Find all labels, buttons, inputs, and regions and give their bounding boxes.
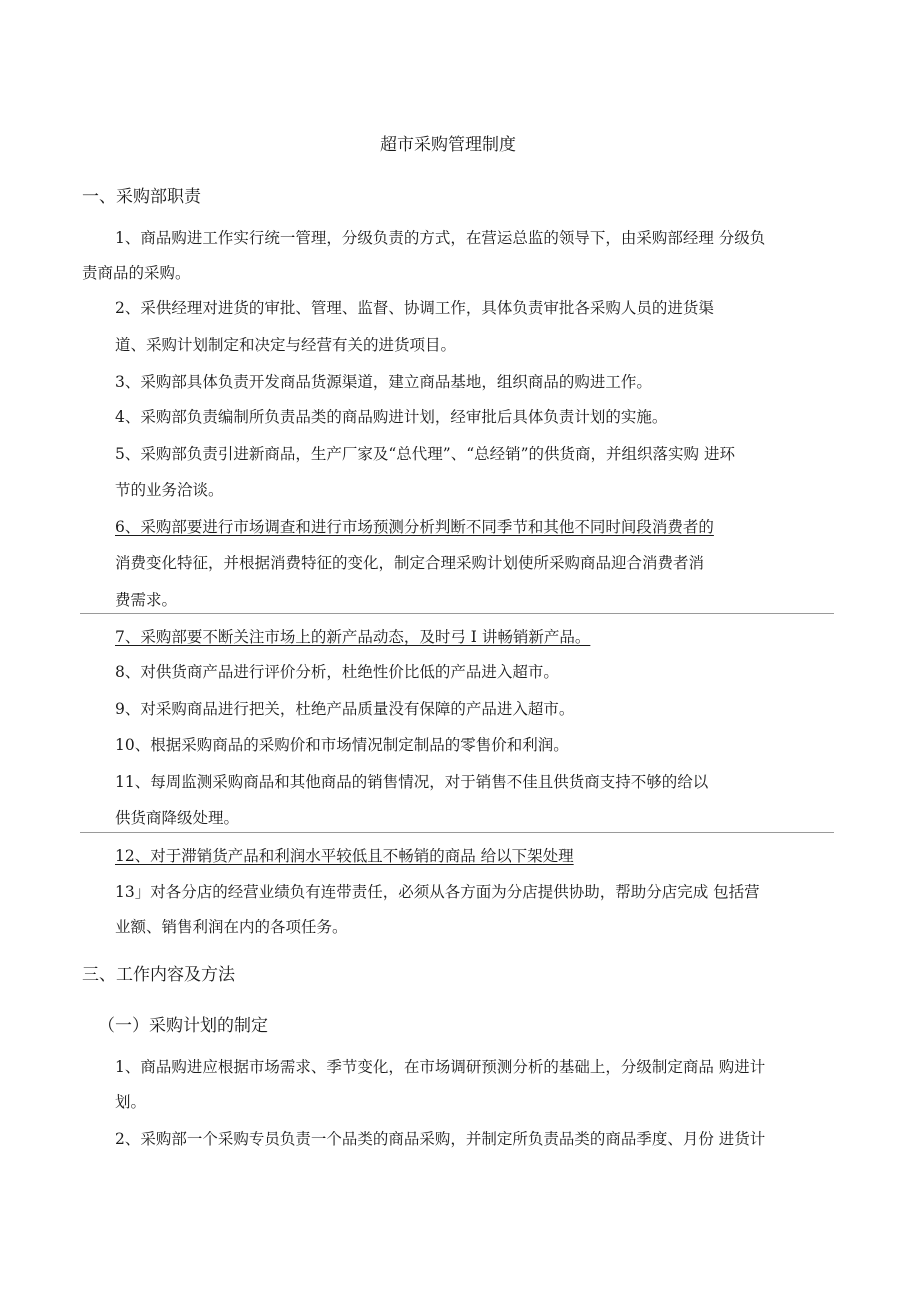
horizontal-rule	[80, 613, 834, 614]
underlined-line: 6、采购部要进行市场调查和进行市场预测分析判断不同季节和其他不同时间段消费者的	[115, 518, 714, 536]
paragraph-line: 9、对采购商品进行把关，杜绝产品质量没有保障的产品进入超市。	[115, 700, 575, 718]
paragraph-line: 划。	[115, 1093, 147, 1111]
paragraph-line: 1、商品购进工作实行统一管理，分级负责的方式，在营运总监的领导下，由采购部经理 分级负	[115, 229, 766, 247]
paragraph-line: 11、每周监测采购商品和其他商品的销售情况，对于销售不佳且供货商支持不够的给以	[115, 773, 709, 791]
paragraph-line: 8、对供货商产品进行评价分析，杜绝性价比低的产品进入超市。	[115, 663, 559, 681]
paragraph-line: 10、根据采购商品的采购价和市场情况制定制品的零售价和利润。	[115, 736, 569, 754]
paragraph-line: 3、采购部具体负责开发商品货源渠道，建立商品基地，组织商品的购进工作。	[115, 373, 652, 391]
section-heading: 一、采购部职责	[82, 187, 201, 207]
paragraph-line: 业额、销售利润在内的各项任务。	[115, 918, 348, 936]
paragraph-line: 责商品的采购。	[82, 264, 191, 282]
paragraph-line: 供货商降级处理。	[115, 809, 240, 827]
paragraph-line: 节的业务洽谈。	[115, 481, 224, 499]
paragraph-line: 2、采供经理对进货的审批、管理、监督、协调工作，具体负责审批各采购人员的进货渠	[115, 299, 714, 317]
paragraph-line: 5、采购部负责引进新商品，生产厂家及“总代理”、“总经销”的供货商，并组织落实购 进环	[115, 445, 735, 463]
underlined-line: 7、采购部要不断关注市场上的新产品动态，及时弓 I 讲畅销新产品。	[115, 628, 591, 646]
paragraph-line: 4、采购部负责编制所负责品类的商品购进计划，经审批后具体负责计划的实施。	[115, 408, 668, 426]
paragraph-line: 费需求。	[115, 591, 178, 609]
document-title: 超市采购管理制度	[380, 135, 516, 155]
paragraph-line: 消费变化特征，并根据消费特征的变化，制定合理采购计划使所采购商品迎合消费者消	[115, 554, 705, 572]
horizontal-rule	[80, 832, 834, 833]
paragraph-line: 2、采购部一个采购专员负责一个品类的商品采购，并制定所负责品类的商品季度、月份 进货计	[115, 1130, 766, 1148]
section-heading: 三、工作内容及方法	[82, 965, 235, 985]
paragraph-line: 1、商品购进应根据市场需求、季节变化，在市场调研预测分析的基础上，分级制定商品 购进计	[115, 1058, 766, 1076]
underlined-line: 12、对于滞销货产品和利润水平较低且不畅销的商品 给以下架处理	[115, 847, 574, 865]
paragraph-line: 13」对各分店的经营业绩负有连带责任，必须从各方面为分店提供协助，帮助分店完成 包括营	[115, 883, 760, 901]
subsection-heading: （一）采购计划的制定	[98, 1016, 268, 1036]
paragraph-line: 道、采购计划制定和决定与经营有关的进货项目。	[115, 336, 457, 354]
